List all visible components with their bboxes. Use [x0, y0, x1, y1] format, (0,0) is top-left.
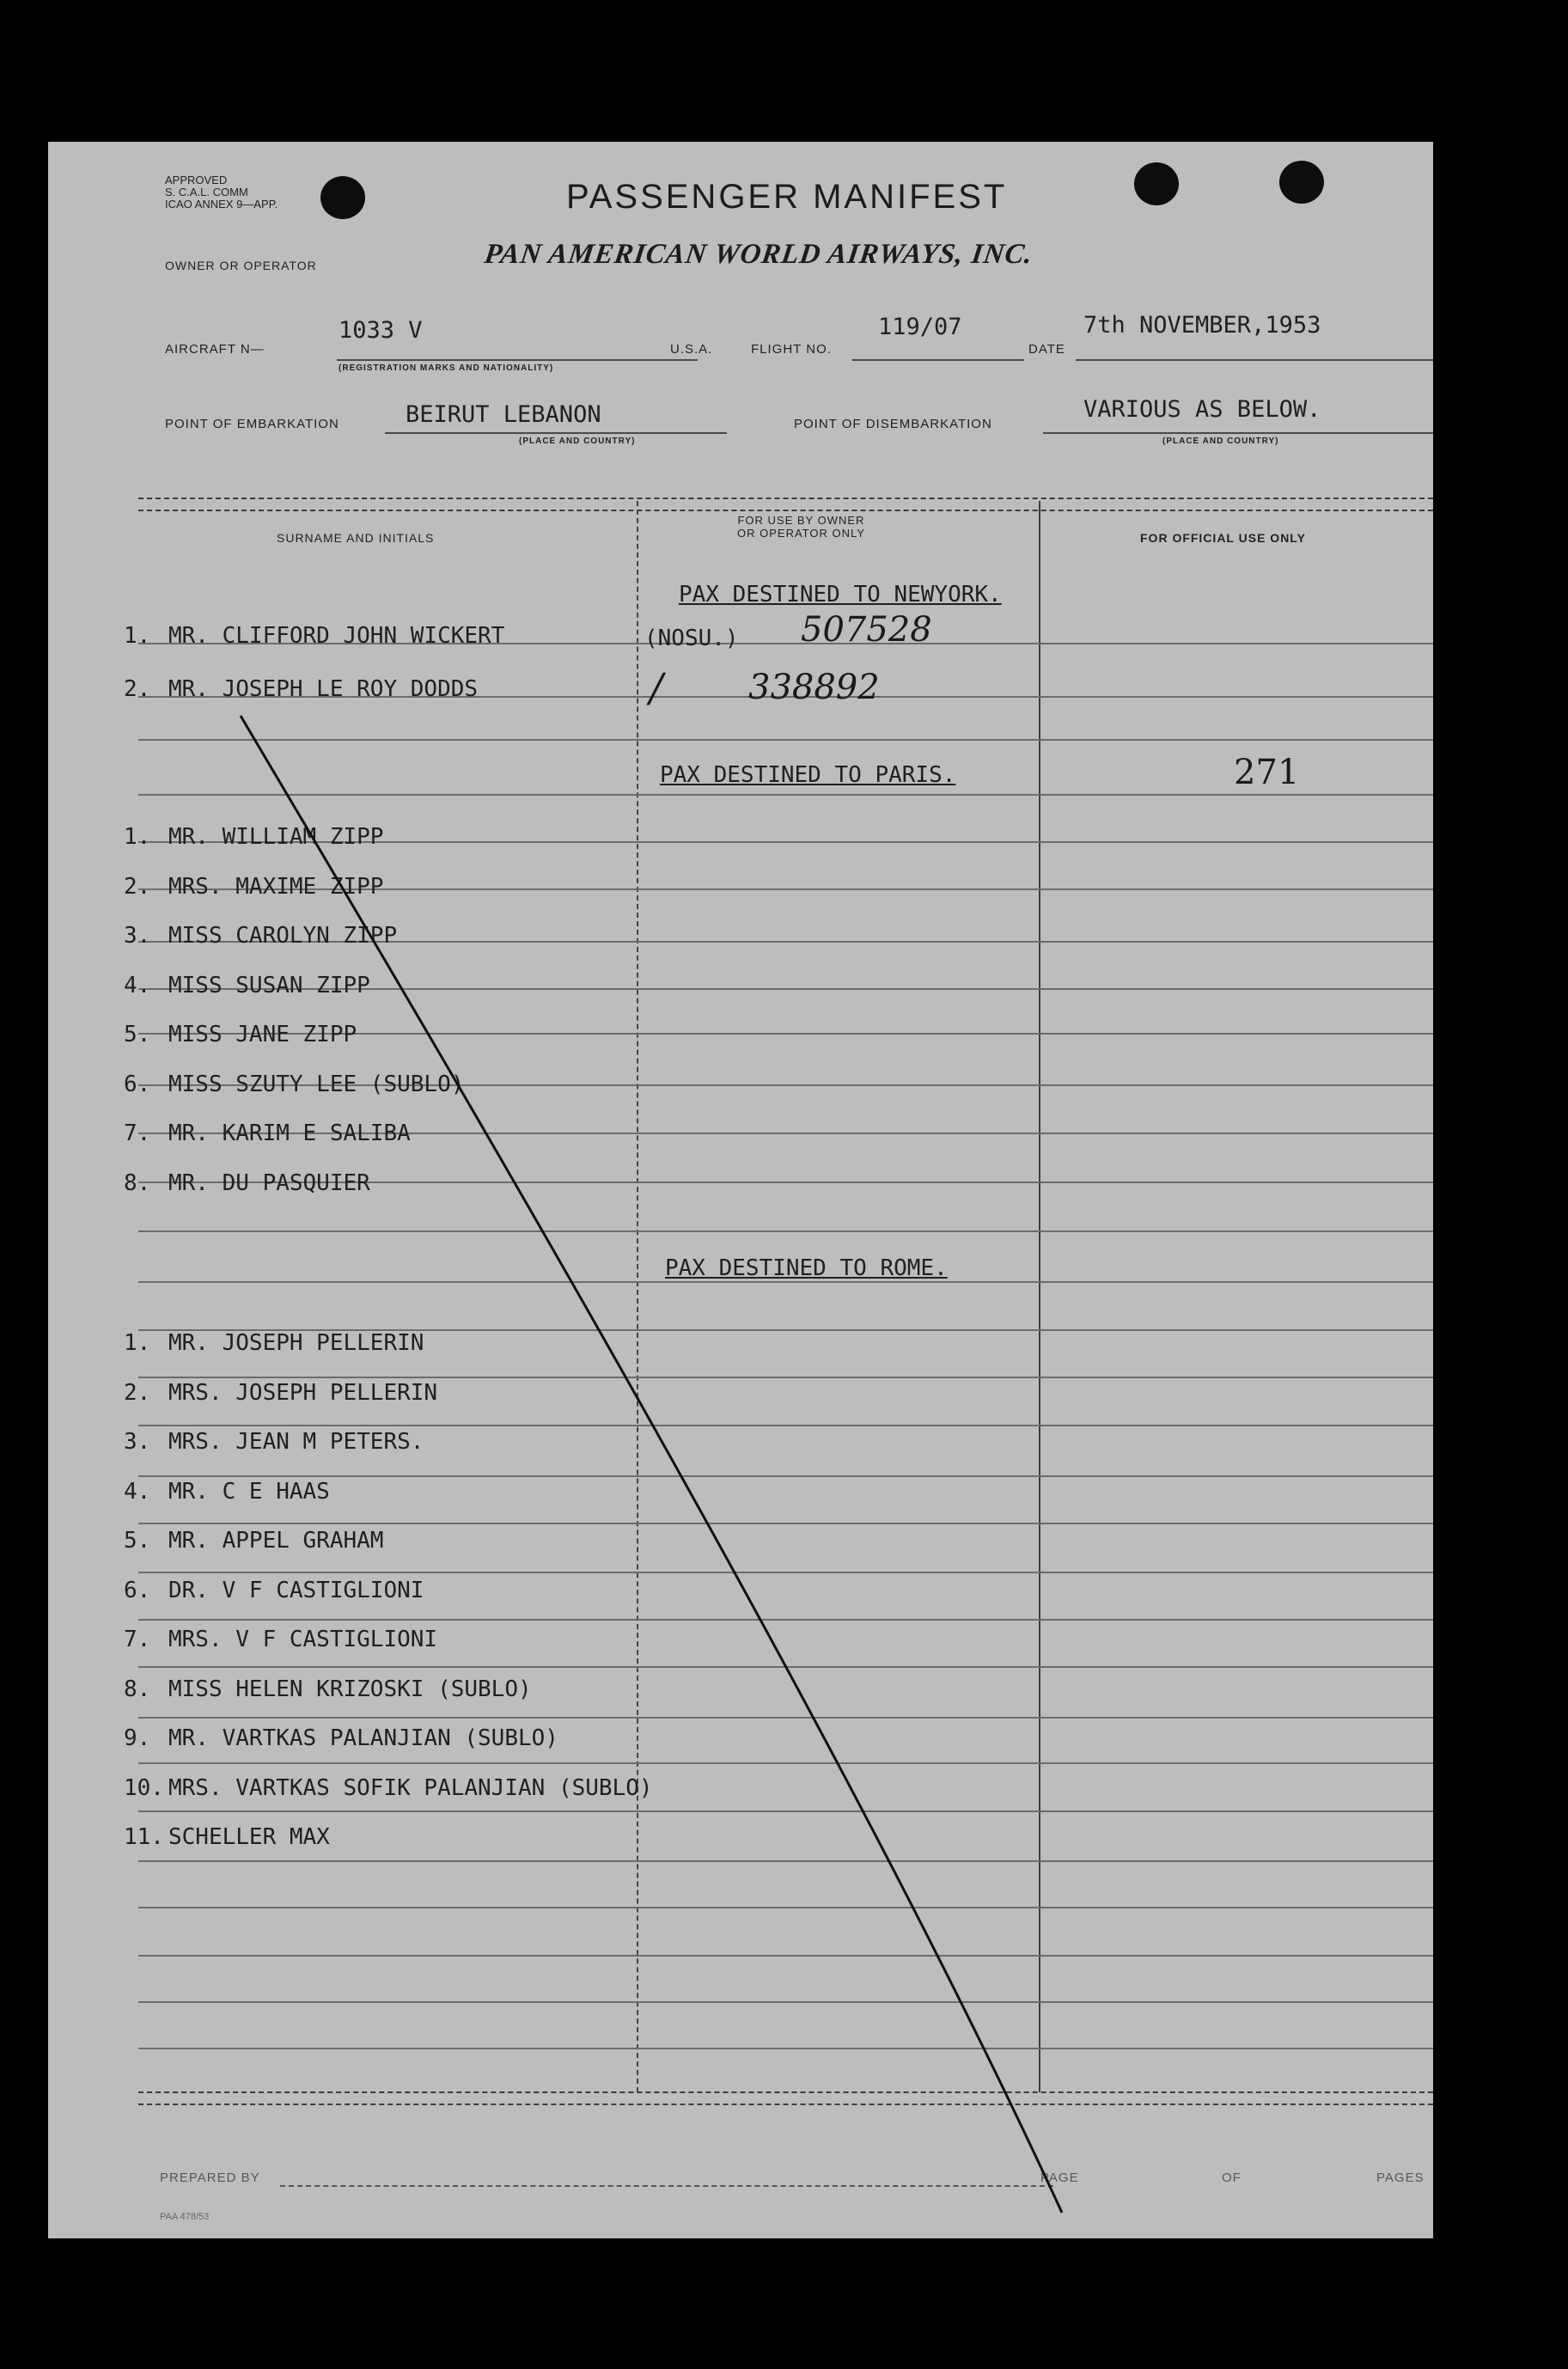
passenger-number: 2.	[124, 1379, 151, 1406]
passenger-number: 9.	[124, 1725, 151, 1751]
passenger-number: 6.	[124, 1071, 151, 1097]
flight-number: 119/07	[878, 314, 962, 340]
column-official-use: FOR OFFICIAL USE ONLY	[1140, 531, 1306, 545]
page-label: PAGE	[1040, 2171, 1079, 2185]
approval-line: S. C.A.L. COMM	[165, 186, 248, 198]
column-owner-use-line: OR OPERATOR ONLY	[737, 527, 865, 540]
group-heading-paris: PAX DESTINED TO PARIS.	[660, 762, 956, 788]
passenger-name: MISS SZUTY LEE (SUBLO)	[168, 1071, 465, 1097]
tick-mark: /	[650, 664, 663, 711]
official-number: 271	[1234, 753, 1300, 792]
group-heading-newyork: PAX DESTINED TO NEWYORK.	[679, 582, 1002, 608]
passenger-number: 5.	[124, 1022, 151, 1047]
group-heading-rome: PAX DESTINED TO ROME.	[665, 1255, 948, 1281]
passenger-number: 5.	[124, 1528, 151, 1554]
flight-date: 7th NOVEMBER,1953	[1083, 312, 1321, 339]
passenger-number: 1.	[124, 1330, 151, 1356]
passenger-note: (NOSU.)	[644, 626, 739, 651]
passenger-name: MISS CAROLYN ZIPP	[168, 923, 398, 949]
passenger-number: 7.	[124, 1627, 151, 1652]
airline-name: PAN AMERICAN WORLD AIRWAYS, INC.	[482, 239, 1035, 270]
embark-caption: (PLACE AND COUNTRY)	[519, 437, 636, 446]
approval-line: APPROVED	[165, 174, 228, 186]
passenger-number: 8.	[124, 1676, 151, 1702]
passenger-name: MRS. V F CASTIGLIONI	[168, 1627, 438, 1652]
disembark-label: POINT OF DISEMBARKATION	[794, 417, 992, 431]
passenger-name: MISS JANE ZIPP	[168, 1022, 357, 1047]
passenger-name: MR. VARTKAS PALANJIAN (SUBLO)	[168, 1725, 558, 1751]
passenger-number: 4.	[124, 972, 151, 998]
date-label: DATE	[1028, 342, 1065, 357]
column-surname: SURNAME AND INITIALS	[277, 531, 435, 545]
disembark-point: VARIOUS AS BELOW.	[1083, 396, 1321, 423]
passenger-name: MR. C E HAAS	[168, 1478, 330, 1505]
passenger-name: MR. APPEL GRAHAM	[168, 1528, 384, 1554]
passenger-number: 2.	[124, 676, 151, 702]
passenger-number: 10.	[124, 1774, 164, 1801]
aircraft-registration: 1033 V	[339, 317, 423, 344]
approval-line: ICAO ANNEX 9—APP.	[165, 198, 278, 211]
passenger-number: 11.	[124, 1824, 164, 1850]
form-title: PASSENGER MANIFEST	[566, 178, 1008, 216]
form-code: PAA 478/53	[160, 2212, 210, 2222]
cross-out-stroke	[241, 716, 1062, 2213]
passenger-number: 4.	[124, 1478, 151, 1505]
passenger-name: MRS. VARTKAS SOFIK PALANJIAN (SUBLO)	[168, 1774, 653, 1801]
passenger-name: SCHELLER MAX	[168, 1824, 330, 1850]
embark-point: BEIRUT LEBANON	[406, 401, 601, 428]
disembark-caption: (PLACE AND COUNTRY)	[1162, 437, 1279, 446]
passenger-name: MRS. JEAN M PETERS.	[168, 1429, 424, 1455]
passenger-number: 2.	[124, 873, 151, 900]
passenger-name: MRS. JOSEPH PELLERIN	[168, 1379, 438, 1406]
passenger-name: MR. JOSEPH LE ROY DODDS	[168, 676, 479, 702]
passenger-name: MR. DU PASQUIER	[168, 1169, 370, 1196]
diagonal-cross-out-line	[48, 142, 1433, 2238]
passenger-number: 1.	[124, 623, 151, 649]
embark-label: POINT OF EMBARKATION	[165, 417, 339, 431]
owner-label: OWNER OR OPERATOR	[165, 259, 317, 272]
passenger-name: MR. CLIFFORD JOHN WICKERT	[168, 623, 505, 649]
flight-label: FLIGHT NO.	[751, 342, 832, 357]
passenger-name: DR. V F CASTIGLIONI	[168, 1577, 424, 1603]
passenger-number: 7.	[124, 1120, 151, 1146]
ticket-number: 507528	[801, 610, 932, 650]
passenger-name: MISS SUSAN ZIPP	[168, 972, 370, 998]
passenger-number: 8.	[124, 1169, 151, 1196]
pages-label: PAGES	[1376, 2171, 1425, 2185]
of-label: OF	[1222, 2171, 1242, 2185]
aircraft-label: AIRCRAFT N—	[165, 342, 265, 357]
passenger-name: MISS HELEN KRIZOSKI (SUBLO)	[168, 1676, 532, 1702]
prepared-by-label: PREPARED BY	[160, 2171, 260, 2185]
passenger-number: 6.	[124, 1577, 151, 1603]
passenger-name: MRS. MAXIME ZIPP	[168, 873, 384, 900]
ticket-number: 338892	[748, 668, 880, 707]
passenger-number: 3.	[124, 923, 151, 949]
passenger-number: 1.	[124, 824, 151, 850]
passenger-name: MR. WILLIAM ZIPP	[168, 824, 384, 850]
column-owner-use-line: FOR USE BY OWNER	[737, 514, 865, 527]
aircraft-caption: (REGISTRATION MARKS AND NATIONALITY)	[339, 363, 554, 373]
nationality: U.S.A.	[670, 342, 713, 357]
passenger-number: 3.	[124, 1429, 151, 1455]
passenger-name: MR. JOSEPH PELLERIN	[168, 1330, 424, 1356]
manifest-sheet	[48, 142, 1433, 2238]
passenger-name: MR. KARIM E SALIBA	[168, 1120, 411, 1146]
